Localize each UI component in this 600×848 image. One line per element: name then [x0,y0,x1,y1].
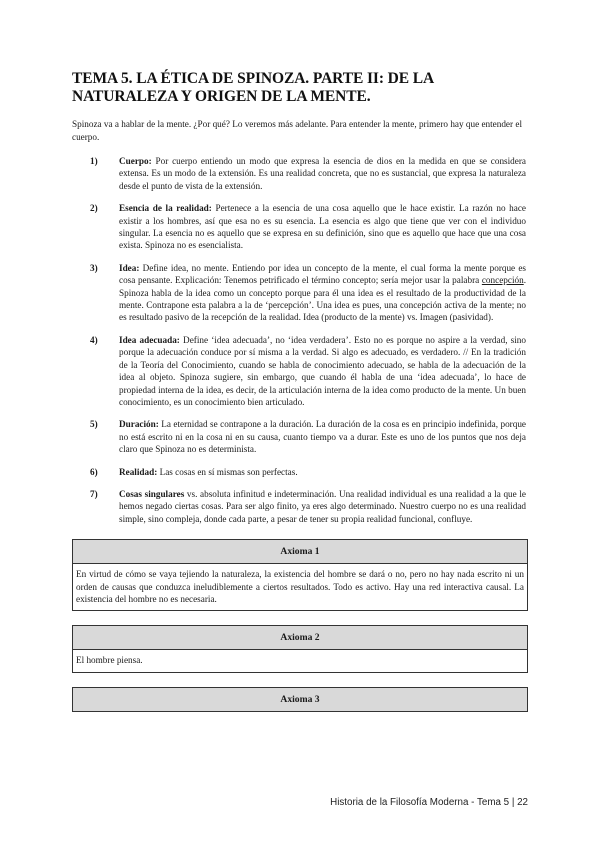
item-text: vs. absoluta infinitud e indeterminación. Una realidad individual es una realidad a la que le hemos negado ciertas cosas. Para ser algo finito, ya eres algo determinado. Nuestro cuerpo no es una realidad simple, sino compleja, donde cada parte, a pesar de tener su propia realidad funcional, confluye. [119,488,526,524]
list-item [72,466,528,478]
item-number: 4) [90,334,98,345]
axiom-title: Axioma 1 [73,540,527,564]
item-number: 5) [90,419,98,430]
item-number: 3) [90,262,98,273]
axiom-title: Axioma 2 [73,626,527,650]
list-item [72,262,528,324]
underlined-word: concepción [481,275,524,286]
item-number: 7) [90,488,98,499]
item-term: Cuerpo: [119,156,152,166]
item-number: 1) [90,156,98,166]
page-title: TEMA 5. LA ÉTICA DE SPINOZA. PARTE II: DE LA NATURALEZA Y ORIGEN DE LA MENTE. [72,70,434,105]
item-text: Por cuerpo entiendo un modo que expresa la esencia de dios en la medida en que se considera extensa. Es un modo de la extensión. Es una realidad concreta, que no es sustancial, que expresa la naturaleza desde el punto de vista de la extensión. [119,156,526,191]
list-item [72,418,528,455]
page-footer: Historia de la Filosofía Moderna - Tema 5 | 22 [330,797,528,808]
document-page [72,70,528,712]
axiom-box [72,687,528,712]
item-number: 2) [90,203,98,214]
item-term: Realidad: [119,466,158,477]
axiom-box [72,625,528,672]
item-term: Idea adecuada: [119,334,180,345]
axiom-box [72,539,528,611]
list-item [72,334,528,408]
item-term: Duración: [119,419,159,430]
list-item [72,488,528,525]
list-item [72,202,528,252]
item-term: Idea: [119,262,140,273]
item-text: . Spinoza habla de la idea como un concepto porque para él una idea es el resultado de la productividad de la mente. Contrapone esta palabra a la de ‘percepción’. Una idea es pues, una concepción activa de la mente; no es resultado pasivo de la recepción de la realidad. Idea (producto de la mente) vs. Imagen (pasividad). [119,275,526,323]
item-term: Esencia de la realidad: [119,203,212,214]
item-text: Las cosas en sí mismas son perfectas. [157,466,298,477]
axiom-body: En virtud de cómo se vaya tejiendo la naturaleza, la existencia del hombre se dará o no, pero no hay nada escrito ni un orden de causas que conduzca ineludiblemente a ciertos resultados. Todo es activo. Hay una red interactiva causal. La existencia del hombre no es necesaria. [76,569,524,604]
item-text: Define ‘idea adecuada’, no ‘idea verdadera’. Esto no es porque no aspire a la verdad, sino porque la adecuación conduce por sí misma a la verdad. Si algo es adecuado, es verdadero. // En la tradición de la Teoría del Conocimiento, cuando se habla de conocimiento adecuado, se habla de la adecuación de la idea al objeto. Spinoza sugiere, sin embargo, que cuando él habla de una ‘idea adecuada’, lo hace de propiedad interna de la idea, es decir, de la articulación interna de la idea como producto de la mente. Un buen conocimiento, es un conocimiento bien articulado. [119,334,526,407]
item-text: La eternidad se contrapone a la duración. La duración de la cosa es en principio indefinida, porque no está escrito ni en la cosa ni en su causa, cuanto tiempo va a durar. Este es uno de los puntos que nos deja claro que Spinoza no es determinista. [119,419,526,455]
definitions-list [72,155,528,525]
item-number: 6) [90,466,98,477]
item-term: Cosas singulares [119,488,185,499]
item-text: Define idea, no mente. Entiendo por idea un concepto de la mente, el cual forma la mente porque es cosa pensante. Explicación: Tenemos petrificado el término concepto; sería mejor usar la palabra [119,262,526,286]
list-item [72,155,528,192]
axiom-body: El hombre piensa. [76,655,143,666]
intro-paragraph: Spinoza va a hablar de la mente. ¿Por qué? Lo veremos más adelante. Para entender la mente, primero hay que entender el cuerpo. [72,119,522,142]
item-text: Pertenece a la esencia de una cosa aquello que le hace existir. La razón no hace existir a los hombres, así que esa no es su esencia. La esencia es algo que tiene que ver con el individuo singular. La esencia no es aquello que se expresa en su definición, sino que es aquello que hace que una cosa exista. Spinoza no es esencialista. [119,203,526,251]
axiom-title: Axioma 3 [73,688,527,711]
